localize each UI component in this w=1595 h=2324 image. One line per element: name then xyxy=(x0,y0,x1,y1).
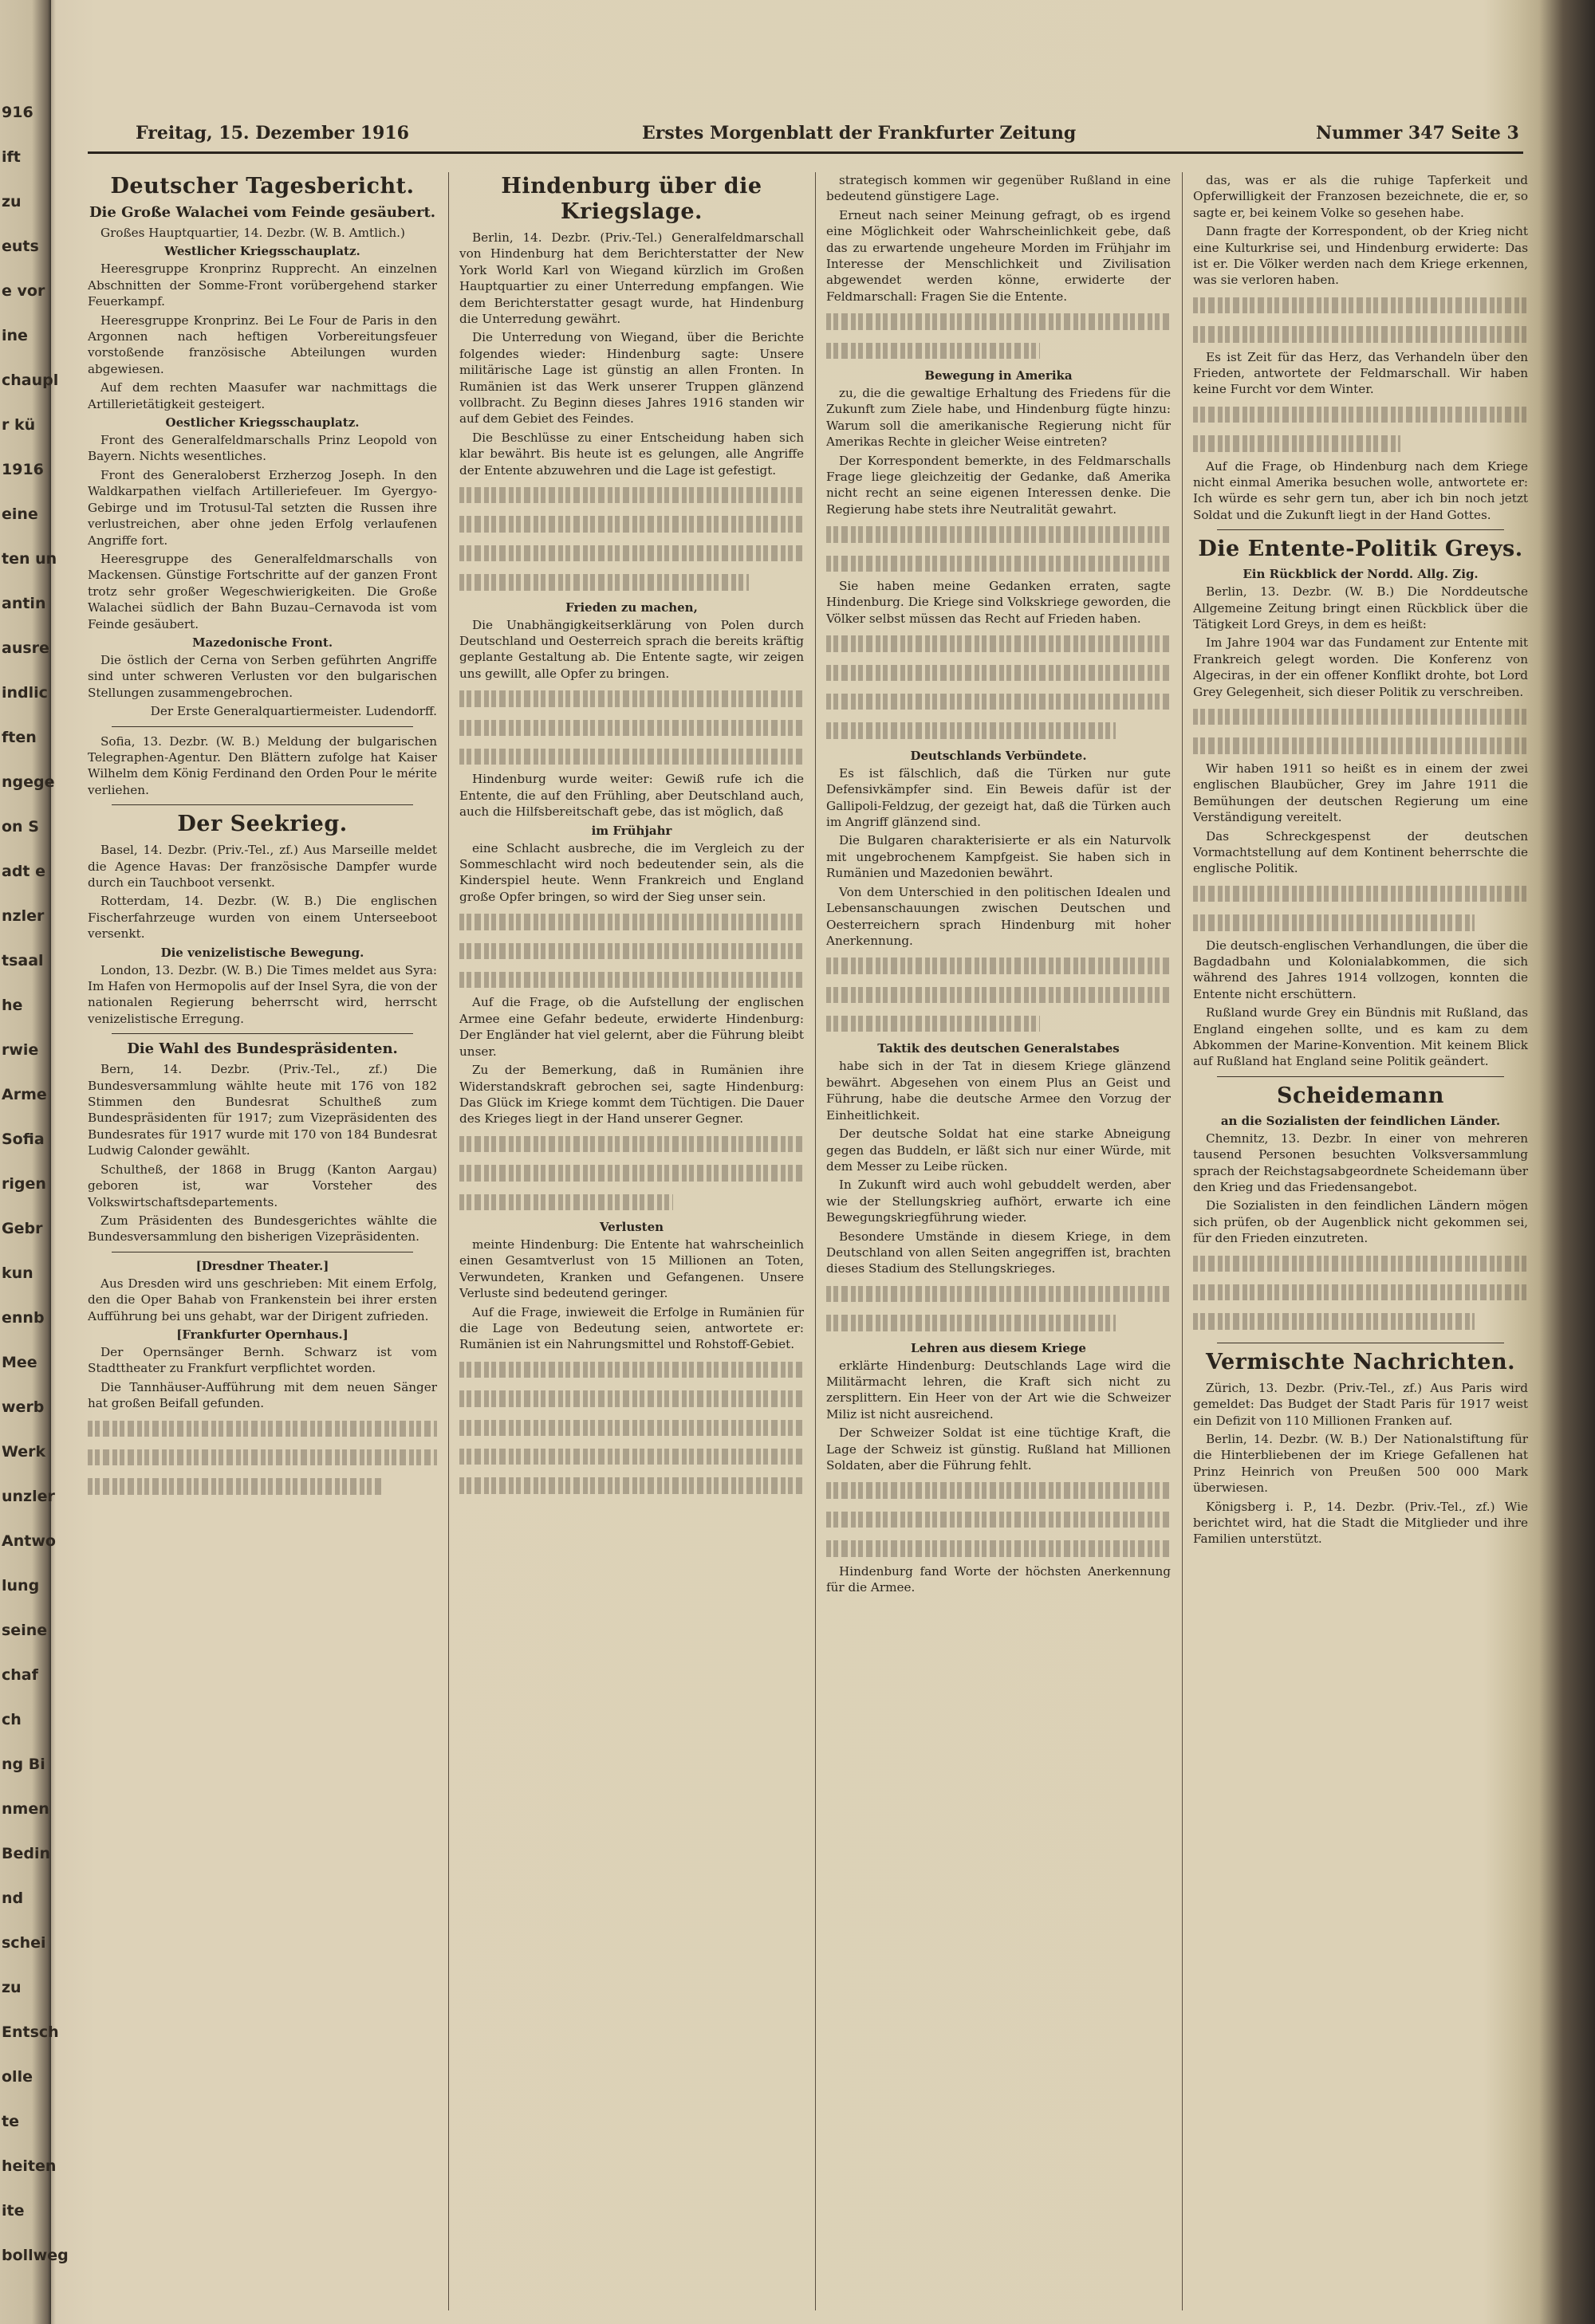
paragraph: Die Bulgaren charakterisierte er als ein Naturvolk mit ungebrochenem Kampfgeist. Sie haben sich in Rumänien und Mazedonien bewährt. xyxy=(826,833,1171,881)
paragraph: Berlin, 14. Dezbr. (W. B.) Der Nationalstiftung für die Hinterbliebenen der im Kriege Gefallenen hat Prinz Heinrich von Preußen 500 000 Mark überwiesen. xyxy=(1193,1431,1528,1496)
paragraph: Das Schreckgespenst der deutschen Vormachtstellung auf dem Kontinent beherrschte die englische Politik. xyxy=(1193,828,1528,876)
signature: Der Erste Generalquartiermeister. Ludendorff. xyxy=(150,704,437,719)
newspaper-page xyxy=(56,94,1538,2310)
margin-fragment: olle xyxy=(2,2068,33,2086)
headline-seekrieg: Der Seekrieg. xyxy=(177,812,348,837)
margin-fragment: ennb xyxy=(2,1309,45,1327)
text-line xyxy=(1193,1278,1528,1307)
paragraph: eine Schlacht ausbreche, die im Vergleich zu der Sommeschlacht wird noch bedeutender sein, als die Kinderspiel heute. Wenn Frankreich und England große Opfer bringen, so wird der Sieg unser sein. xyxy=(459,840,804,904)
column-1 xyxy=(88,172,437,2310)
section-fruehjahr: im Frühjahr xyxy=(591,823,672,838)
paragraph: Rotterdam, 14. Dezbr. (W. B.) Die englischen Fischerfahrzeuge wurden von einem Unterseeboot versenkt. xyxy=(88,894,437,942)
text-line xyxy=(826,659,1171,687)
paragraph: Sie haben meine Gedanken erraten, sagte Hindenburg. Die Kriege sind Volkskriege geworden, die Völker selbst müssen das Recht auf Frieden haben. xyxy=(826,579,1171,626)
text-line xyxy=(826,1308,1116,1337)
section-theater: [Dresdner Theater.] xyxy=(195,1258,329,1273)
margin-fragment: ift xyxy=(2,148,21,166)
text-line xyxy=(459,509,804,538)
margin-fragment: Werk xyxy=(2,1443,46,1461)
paragraph: Heeresgruppe des Generalfeldmarschalls von Mackensen. Günstige Fortschritte auf der ganzen Front trotz sehr großer Wegeschwierigkeiten. Die Große Walachei südlich der Bahn Buzau–Cernavoda ist vom Feinde gesäubert. xyxy=(88,551,437,631)
paragraph: Die östlich der Cerna von Serben geführten Angriffe sind unter schweren Verlusten vor den bulgarischen Stellungen zusammengebrochen. xyxy=(88,652,437,700)
paragraph: Die Tannhäuser-Aufführung mit dem neuen Sänger hat großen Beifall gefunden. xyxy=(88,1379,437,1411)
margin-fragment: werb xyxy=(2,1398,45,1416)
margin-fragment: schei xyxy=(2,1934,46,1952)
text-line xyxy=(826,981,1171,1009)
headline-scheidemann: Scheidemann xyxy=(1277,1083,1444,1108)
margin-fragment: r kü xyxy=(2,416,36,434)
text-line xyxy=(1193,1249,1528,1278)
paragraph: Die deutsch-englischen Verhandlungen, die über die Bagdadbahn und Kolonialabkommen, die sich während des Jahres 1914 vollzogen, konnten die Entente nicht erschüttern. xyxy=(1193,938,1528,1001)
column-4 xyxy=(1193,172,1528,2310)
masthead xyxy=(88,110,1523,142)
text-line xyxy=(826,520,1171,549)
margin-fragment: chaupl xyxy=(2,372,59,389)
text-line xyxy=(1193,879,1528,908)
margin-fragment: eine xyxy=(2,505,38,523)
margin-fragment: 916 xyxy=(2,104,33,121)
subheadline-walachei: Die Große Walachei vom Feinde gesäubert. xyxy=(89,204,436,221)
section-frieden: Frieden zu machen, xyxy=(565,600,698,615)
previous-page-edge xyxy=(0,0,69,2324)
paragraph: Es ist fälschlich, daß die Türken nur gute Defensivkämpfer sind. Ein Beweis dafür ist der Gallipoli-Feldzug, der gezeigt hat, daß die Türken auch im Angriff glänzend sind. xyxy=(826,765,1171,830)
text-line xyxy=(459,965,804,994)
margin-fragment: seine xyxy=(2,1622,48,1639)
newspaper-title: Erstes Morgenblatt der Frankfurter Zeitung xyxy=(642,123,1077,144)
section-west: Westlicher Kriegsschauplatz. xyxy=(164,244,360,259)
headline-entente-politik: Die Entente-Politik Greys. xyxy=(1198,537,1523,562)
text-line xyxy=(826,687,1171,716)
margin-fragment: nzler xyxy=(2,907,45,925)
margin-fragment: indlic xyxy=(2,684,48,702)
text-line xyxy=(1193,291,1528,320)
margin-fragment: ite xyxy=(2,2202,25,2220)
margin-fragment: rwie xyxy=(2,1041,39,1059)
margin-fragment: zu xyxy=(2,1979,22,1996)
margin-fragment: tsaal xyxy=(2,952,44,969)
margin-fragment: euts xyxy=(2,238,39,255)
paragraph: Der Opernsänger Bernh. Schwarz ist vom Stadttheater zu Frankfurt verpflichtet worden. xyxy=(88,1344,437,1376)
margin-fragment: nmen xyxy=(2,1800,49,1818)
paragraph: zu, die die gewaltige Erhaltung des Friedens für die Zukunft zum Ziele habe, und Hindenburg fügte hinzu: Warum soll die amerikanische Regierung nicht für Amerikas Rechte in gleicher Weise eintreten? xyxy=(826,386,1171,450)
margin-fragment: te xyxy=(2,2113,19,2130)
text-line xyxy=(459,1188,673,1217)
margin-fragment: kun xyxy=(2,1264,33,1282)
text-line xyxy=(826,1476,1171,1504)
margin-fragment: Entsch xyxy=(2,2023,59,2041)
issue-date: Freitag, 15. Dezember 1916 xyxy=(136,123,409,144)
paragraph: Hindenburg wurde weiter: Gewiß rufe ich die Entente, die auf den Frühling, aber Deutschland auch, auch die Hilfsbereitschaft gebe, das ist möglich, daß xyxy=(459,772,804,820)
margin-fragment: ng Bi xyxy=(2,1756,45,1773)
issue-number: Nummer 347 Seite 3 xyxy=(1316,123,1519,144)
paragraph: Der Schweizer Soldat ist eine tüchtige Kraft, die Lage der Schweiz ist günstig. Rußland hat Millionen Soldaten, aber die Führung fehlt. xyxy=(826,1425,1171,1473)
paragraph: Die Unabhängigkeitserklärung von Polen durch Deutschland und Oesterreich sprach die bereits kräftig geplante Gestaltung ab. Die Entente sagte, wir zeigen uns gewillt, alle Opfer zu bringen. xyxy=(459,617,804,681)
subheadline-rueckblick: Ein Rückblick der Nordd. Allg. Zig. xyxy=(1243,567,1479,582)
text-line xyxy=(1193,400,1528,429)
text-line xyxy=(826,549,1171,578)
paragraph: Front des Generalfeldmarschalls Prinz Leopold von Bayern. Nichts wesentliches. xyxy=(88,433,437,464)
paragraph: Zu der Bemerkung, daß in Rumänien ihre Widerstandskraft gebrochen sei, sagte Hindenburg: Das Glück im Kriege kommt dem Tüchtigen. Die Dauer des Krieges liegt in der Hand unserer Gegner. xyxy=(459,1063,804,1127)
margin-fragment: Antwo xyxy=(2,1532,56,1550)
section-verlusten: Verlusten xyxy=(599,1219,664,1234)
text-line xyxy=(826,951,1171,980)
text-line xyxy=(459,1471,804,1500)
paragraph: Erneut nach seiner Meinung gefragt, ob es irgend eine Möglichkeit oder Wahrscheinlichkeit gebe, daß das zu erwartende ungeheure Morden im Frühjahr im Interesse der Menschlichkeit und Zivilisation abgewendet werden könne, erwiderte der Feldmarschall: Fragen Sie die Entente. xyxy=(826,207,1171,304)
margin-fragment: rigen xyxy=(2,1175,46,1193)
margin-fragment: on S xyxy=(2,818,39,836)
paragraph: Auf die Frage, ob die Aufstellung der englischen Armee eine Gefahr bedeute, erwiderte Hindenburg: Der Engländer hat viel gelernt, aber die Führung bleibt unser. xyxy=(459,995,804,1059)
paragraph: Die Unterredung von Wiegand, über die Berichte folgendes wieder: Hindenburg sagte: Unsere militärische Lage ist günstig an allen Fronten. In Rumänien ist das Werk unserer Truppen glänzend vollbracht. Zu Beginn dieses Jahres 1916 standen wir auf dem Gebiet des Feindes. xyxy=(459,330,804,427)
subheadline-sozialisten: an die Sozialisten der feindlichen Länder. xyxy=(1220,1113,1501,1128)
margin-fragment: ften xyxy=(2,729,37,746)
text-line xyxy=(459,742,804,771)
paragraph: Dann fragte der Korrespondent, ob der Krieg nicht eine Kulturkrise sei, und Hindenburg erwiderte: Das ist er. Die Völker werden nach dem Kriege erkennen, was sie verloren haben. xyxy=(1193,224,1528,288)
margin-fragment: Sofia xyxy=(2,1131,45,1148)
margin-fragment: e vor xyxy=(2,282,45,300)
column-2 xyxy=(459,172,804,2310)
text-line xyxy=(826,307,1171,336)
paragraph: Chemnitz, 13. Dezbr. In einer von mehreren tausend Personen besuchten Volksversammlung sprach der Reichstagsabgeordnete Scheidemann über den Krieg und das Friedensangebot. xyxy=(1193,1131,1528,1194)
section-macedonia: Mazedonische Front. xyxy=(191,635,333,650)
text-line xyxy=(88,1414,437,1443)
margin-fragment: Mee xyxy=(2,1354,37,1371)
margin-fragment: nd xyxy=(2,1889,24,1907)
margin-fragment: ch xyxy=(2,1711,22,1728)
margin-fragment: zu xyxy=(2,193,22,210)
text-line xyxy=(1193,1307,1475,1335)
dateline: Großes Hauptquartier, 14. Dezbr. (W. B. Amtlich.) xyxy=(100,226,405,240)
margin-fragment: 1916 xyxy=(2,461,44,478)
paragraph: strategisch kommen wir gegenüber Rußland in eine bedeutend günstigere Lage. xyxy=(826,173,1171,204)
paragraph: das, was er als die ruhige Tapferkeit und Opferwilligkeit der Franzosen bezeichnete, die er, so sagte er, bei keinem Volke so gesehen habe. xyxy=(1193,173,1528,220)
paragraph: Besondere Umstände in diesem Kriege, in dem Deutschland von allen Seiten angegriffen ist, brachten dieses Stadium des Stellungskrieges. xyxy=(826,1229,1171,1276)
text-line xyxy=(826,1534,1171,1563)
paragraph: Von dem Unterschied in den politischen Idealen und Lebensanschauungen zwischen Deutschen und Oesterreichern sprach Hindenburg mit hoher Anerkennung. xyxy=(826,884,1171,948)
paragraph: Schultheß, der 1868 in Brugg (Kanton Aargau) geboren ist, war Vorsteher des Volkswirtschaftsdepartements. xyxy=(88,1162,437,1209)
paragraph: Sofia, 13. Dezbr. (W. B.) Meldung der bulgarischen Telegraphen-Agentur. Den Blättern zufolge hat Kaiser Wilhelm dem König Ferdinand den Orden Pour le mérite verliehen. xyxy=(88,733,437,797)
text-line xyxy=(459,1384,804,1413)
column-rule xyxy=(815,172,816,2310)
margin-fragment: unzler xyxy=(2,1488,55,1505)
text-line xyxy=(459,714,804,742)
margin-fragment: ausre xyxy=(2,639,49,657)
text-line xyxy=(459,1130,804,1158)
divider xyxy=(112,726,413,727)
text-line xyxy=(826,1009,1040,1038)
paragraph: Die Beschlüsse zu einer Entscheidung haben sich klar bewährt. Bis heute ist es gelungen, alle Angriffe der Entente abzuwehren und die Lage ist gefestigt. xyxy=(459,430,804,478)
paragraph: Auf dem rechten Maasufer war nachmittags die Artillerietätigkeit gesteigert. xyxy=(88,380,437,411)
paragraph: In Zukunft wird auch wohl gebuddelt werden, aber wie der Stellungskrieg aufhört, erwarte ich eine Bewegungskriegführung wieder. xyxy=(826,1178,1171,1225)
text-line xyxy=(459,937,804,965)
text-line xyxy=(459,1442,804,1471)
paragraph: Heeresgruppe Kronprinz. Bei Le Four de Paris in den Argonnen nach heftigen Vorbereitungsfeuer vorstoßende französische Abteilungen wurden abgewiesen. xyxy=(88,313,437,376)
paragraph: Hindenburg fand Worte der höchsten Anerkennung für die Armee. xyxy=(826,1563,1171,1595)
text-line xyxy=(459,684,804,713)
paragraph: Bern, 14. Dezbr. (Priv.-Tel., zf.) Die Bundesversammlung wählte heute mit 176 von 182 Stimmen den Bundesrat Schultheß zum Bundespräsidenten für 1917; zum Vizepräsidenten des Bundesrates für 1917 wurde mit 170 von 184 Bundesrat Ludwig Calonder gewählt. xyxy=(88,1062,437,1158)
paragraph: Der deutsche Soldat hat eine starke Abneigung gegen das Buddeln, er läßt sich nur einer Würde, mit dem Messer zu Leibe rücken. xyxy=(826,1127,1171,1174)
margin-fragment: he xyxy=(2,997,23,1014)
paragraph: London, 13. Dezbr. (W. B.) Die Times meldet aus Syra: Im Hafen von Hermopolis auf der Insel Syra, die von der nationalen Regierung beherrscht wird, herrscht venizelistische Erregung. xyxy=(88,962,437,1026)
margin-fragment: Gebr xyxy=(2,1220,43,1237)
margin-fragment: chaf xyxy=(2,1666,38,1684)
paragraph: Front des Generaloberst Erzherzog Joseph. In den Waldkarpathen vielfach Artilleriefeuer. Im Gyergyo-Gebirge und im Trotusul-Tal setzten die Russen ihre verlustreichen, aber ohne jeden Erfolg verlaufenen Angriffe fort. xyxy=(88,467,437,548)
headline-bundespraesident: Die Wahl des Bundespräsidenten. xyxy=(127,1040,398,1058)
section-lehren: Lehren aus diesem Kriege xyxy=(911,1340,1086,1355)
divider xyxy=(112,804,413,805)
text-line xyxy=(88,1443,437,1472)
paragraph: Basel, 14. Dezbr. (Priv.-Tel., zf.) Aus Marseille meldet die Agence Havas: Der französische Dampfer wurde durch ein Tauchboot versenkt. xyxy=(88,843,437,890)
column-rule xyxy=(448,172,449,2310)
column-3 xyxy=(826,172,1171,2310)
section-amerika: Bewegung in Amerika xyxy=(924,368,1073,383)
text-line xyxy=(826,1505,1171,1534)
text-line xyxy=(1193,320,1528,348)
text-line xyxy=(826,1280,1171,1308)
text-line xyxy=(459,1355,804,1384)
paragraph: Berlin, 14. Dezbr. (Priv.-Tel.) Generalfeldmarschall von Hindenburg hat dem Berichterstatter der New York World Karl von Wiegand kürzlich im Großen Hauptquartier zu einer Unterredung empfangen. Wie dem Berichterstatter gesagt wurde, hat Hindenburg die Unterredung gewährt. xyxy=(459,230,804,327)
column-rule xyxy=(1182,172,1183,2310)
section-venizelist: Die venizelistische Bewegung. xyxy=(160,945,364,960)
text-line xyxy=(459,1414,804,1442)
divider xyxy=(1217,529,1504,530)
paragraph: meinte Hindenburg: Die Entente hat wahrscheinlich einen Gesamtverlust von 15 Millionen an Toten, Verwundeten, Kranken und Gefangenen. Unsere Verluste sind bedeutend geringer. xyxy=(459,1237,804,1301)
text-line xyxy=(459,907,804,936)
paragraph: Rußland wurde Grey ein Bündnis mit Rußland, das England eingehen sollte, und es kam zu dem Abkommen der Marine-Konvention. Mit keinem Blick auf Rußland hat England seine Politik geändert. xyxy=(1193,1005,1528,1069)
margin-fragment: ten un xyxy=(2,550,57,568)
text-line xyxy=(826,716,1116,745)
paragraph: Es ist Zeit für das Herz, das Verhandeln über den Frieden, antwortete der Feldmarschall. Wir haben keine Furcht vor dem Winter. xyxy=(1193,349,1528,397)
section-opernhaus: [Frankfurter Opernhaus.] xyxy=(176,1327,349,1342)
text-line xyxy=(1193,731,1528,760)
margin-fragment: ngege xyxy=(2,773,55,791)
text-line xyxy=(1193,702,1528,731)
paragraph: Aus Dresden wird uns geschrieben: Mit einem Erfolg, den die Oper Bahab von Frankenstein bei ihrer ersten Aufführung bei uns gehabt, war der Dirigent zufrieden. xyxy=(88,1276,437,1323)
text-line xyxy=(826,336,1040,365)
paragraph: Die Sozialisten in den feindlichen Ländern mögen sich prüfen, ob der Augenblick nicht gekommen sei, für den Frieden einzutreten. xyxy=(1193,1198,1528,1246)
paragraph: Berlin, 13. Dezbr. (W. B.) Die Norddeutsche Allgemeine Zeitung bringt einen Rückblick über die Tätigkeit Lord Greys, in dem es heißt: xyxy=(1193,584,1528,632)
section-taktik: Taktik des deutschen Generalstabes xyxy=(877,1041,1120,1056)
paragraph: Heeresgruppe Kronprinz Rupprecht. An einzelnen Abschnitten der Somme-Front vorübergehend starker Feuerkampf. xyxy=(88,261,437,309)
text-line xyxy=(459,568,749,596)
paragraph: Wir haben 1911 so heißt es in einem der zwei englischen Blaubücher, Grey im Jahre 1911 die Bemühungen der deutschen Regierung um eine Verständigung vereitelt. xyxy=(1193,761,1528,825)
text-line xyxy=(1193,429,1400,458)
headline-hindenburg: Hindenburg über die Kriegslage. xyxy=(501,174,762,224)
text-line xyxy=(459,1158,804,1187)
headline-vermischte: Vermischte Nachrichten. xyxy=(1206,1349,1515,1374)
paragraph: Zum Präsidenten des Bundesgerichtes wählte die Bundesversammlung den bisherigen Vizepräsidenten. xyxy=(88,1213,437,1245)
paragraph: erklärte Hindenburg: Deutschlands Lage wird die Militärmacht lehren, die Kraft sich nicht zu zersplittern. Ein Heer von der Art wie die Schweizer Miliz ist nicht ausreichend. xyxy=(826,1358,1171,1422)
divider xyxy=(112,1033,413,1034)
masthead-rule xyxy=(88,151,1523,154)
paragraph: Auf die Frage, ob Hindenburg nach dem Kriege nicht einmal Amerika besuchen wolle, antwortete er: Ich würde es sehr gern tun, aber ich bin noch jetzt Soldat und die Zukunft liegt in der Hand Gottes. xyxy=(1193,458,1528,522)
section-east: Oestlicher Kriegsschauplatz. xyxy=(165,415,360,431)
margin-fragment: antin xyxy=(2,595,46,612)
paragraph: Zürich, 13. Dezbr. (Priv.-Tel., zf.) Aus Paris wird gemeldet: Das Budget der Stadt Paris für 1917 weist ein Defizit von 110 Millionen Franken auf. xyxy=(1193,1380,1528,1428)
margin-fragment: Bedin xyxy=(2,1845,51,1862)
margin-fragment: heiten xyxy=(2,2157,57,2175)
text-line xyxy=(826,629,1171,658)
text-line xyxy=(459,539,804,568)
divider xyxy=(1217,1076,1504,1077)
margin-fragment: Arme xyxy=(2,1086,47,1103)
margin-fragment: bollweg xyxy=(2,2247,69,2264)
margin-fragment: adt e xyxy=(2,863,46,880)
paragraph: Auf die Frage, inwieweit die Erfolge in Rumänien für die Lage von Bedeutung seien, antwortete er: Rumänien ist ein Nahrungsmittel und Rohstoff-Gebiet. xyxy=(459,1304,804,1352)
paragraph: Königsberg i. P., 14. Dezbr. (Priv.-Tel., zf.) Wie berichtet wird, hat die Stadt die Mitglieder und ihre Familien unterstützt. xyxy=(1193,1499,1528,1547)
paragraph: habe sich in der Tat in diesem Kriege glänzend bewährt. Abgesehen von einem Plus an Geist und Führung, habe die deutsche Armee den Vorzug der Einheitlichkeit. xyxy=(826,1059,1171,1123)
text-line xyxy=(459,481,804,509)
text-line xyxy=(1193,908,1475,937)
paragraph: Der Korrespondent bemerkte, in des Feldmarschalls Frage liege gleichzeitig der Gedanke, daß Amerika nicht recht an seine eigenen Interessen denke. Die Regierung habe stets ihre Neutralität gewahrt. xyxy=(826,453,1171,517)
margin-fragment: lung xyxy=(2,1577,40,1595)
text-line xyxy=(88,1472,381,1500)
headline-tagesbericht: Deutscher Tagesbericht. xyxy=(110,174,415,199)
paragraph: Im Jahre 1904 war das Fundament zur Entente mit Frankreich gelegt worden. Die Konferenz von Algeciras, in der ein offener Konflikt drohte, bot Lord Grey Gelegenheit, sich dieser Politik zu verschreiben. xyxy=(1193,635,1528,699)
margin-fragment: ine xyxy=(2,327,28,344)
section-verbuendete: Deutschlands Verbündete. xyxy=(910,748,1087,763)
